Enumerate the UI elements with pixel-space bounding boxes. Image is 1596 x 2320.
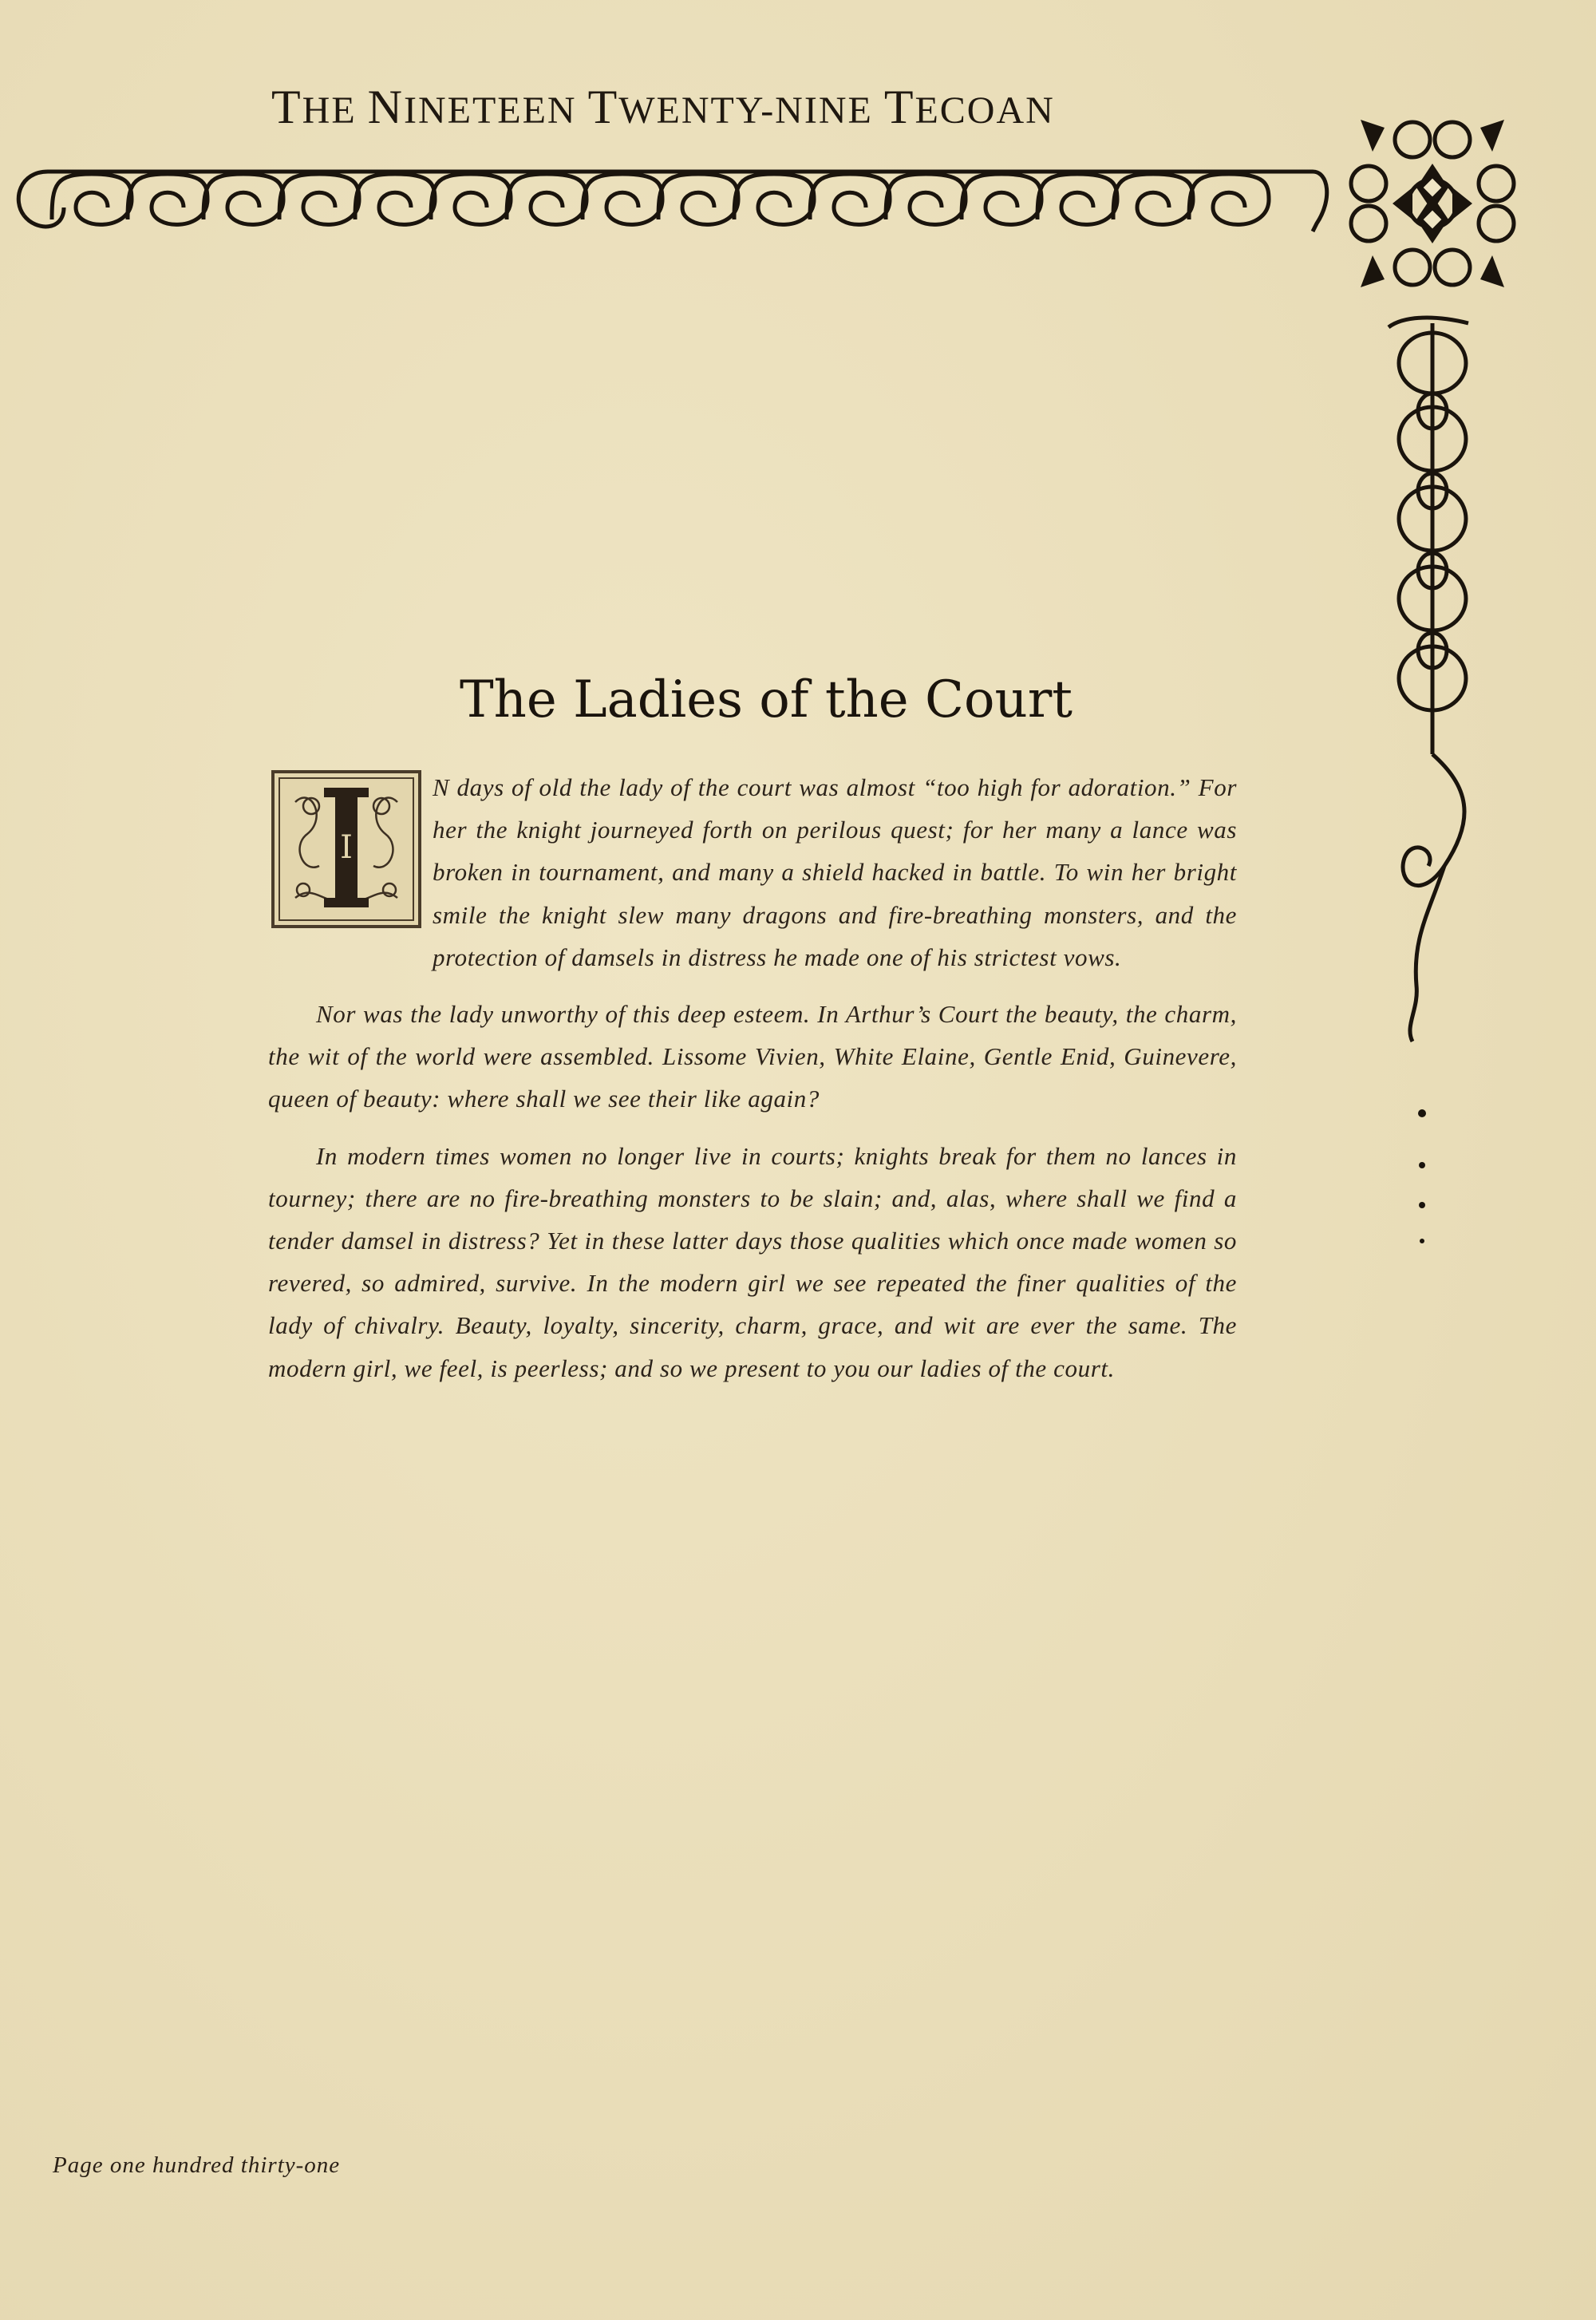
paragraph-3: In modern times women no longer live in courts; knights break for them no lances in tourney; there are no fire-breathing monsters to be slain; and, alas, where shall we find a tender damsel in distress? Yet in these latter days those qualities which once made women so revered, so admired, survive. In the modern girl we see repeated the finer qualities of the lady of chivalry. Beauty, loyalty, sincerity, charm, grace, and wit are ever the same. The modern girl, we feel, is peerless; and so we present to you our ladies of the court. (268, 1141, 1237, 1382)
border-loop (886, 174, 966, 224)
border-loop (431, 174, 511, 224)
border-loop (1113, 174, 1193, 224)
border-loop (507, 174, 587, 224)
running-head-word-4: TECOAN (883, 81, 1055, 133)
page-title: The Ladies of the Court (459, 670, 1073, 729)
paragraph-2: Nor was the lady unworthy of this deep esteem. In Arthur’s Court the beauty, the charm, the wit of the world were assembled. Lissome Vivien, White Elaine, Gentle Enid, Guinevere, queen of beauty: where shall we see their like again? (268, 1000, 1237, 1113)
border-loop (734, 174, 814, 224)
illuminated-initial (271, 770, 421, 928)
border-loop (128, 174, 207, 224)
border-loop (279, 174, 359, 224)
running-head-word-2: NINETEEN (367, 81, 588, 133)
paragraph-1: N days of old the lady of the court was almost “too high for adoration.” For her the knight journeyed forth on perilous quest; for her many a lance was broken in tournament, and many a shield hacked in battle. To win her bright smile the knight slew many dragons and fire-breathing monsters, and the protection of damsels in distress he made one of his strictest vows. (433, 773, 1237, 971)
running-head (271, 80, 1085, 135)
corner-ornament (1337, 108, 1536, 299)
border-loop (962, 174, 1041, 224)
border-loop (658, 174, 738, 224)
border-loop (810, 174, 890, 224)
drop-cap-letter: I (340, 829, 353, 866)
border-loop (1037, 174, 1117, 224)
running-head-word-1: THE (271, 81, 368, 133)
border-loop (1189, 174, 1269, 224)
scroll-border-side (1381, 307, 1484, 1265)
page-number: Page one hundred thirty-one (53, 2152, 341, 2178)
scroll-border-top (16, 152, 1333, 239)
border-loop (203, 174, 283, 224)
border-loop (355, 174, 435, 224)
border-loop (583, 174, 662, 224)
running-head-word-3: TWENTY-NINE (587, 81, 884, 133)
